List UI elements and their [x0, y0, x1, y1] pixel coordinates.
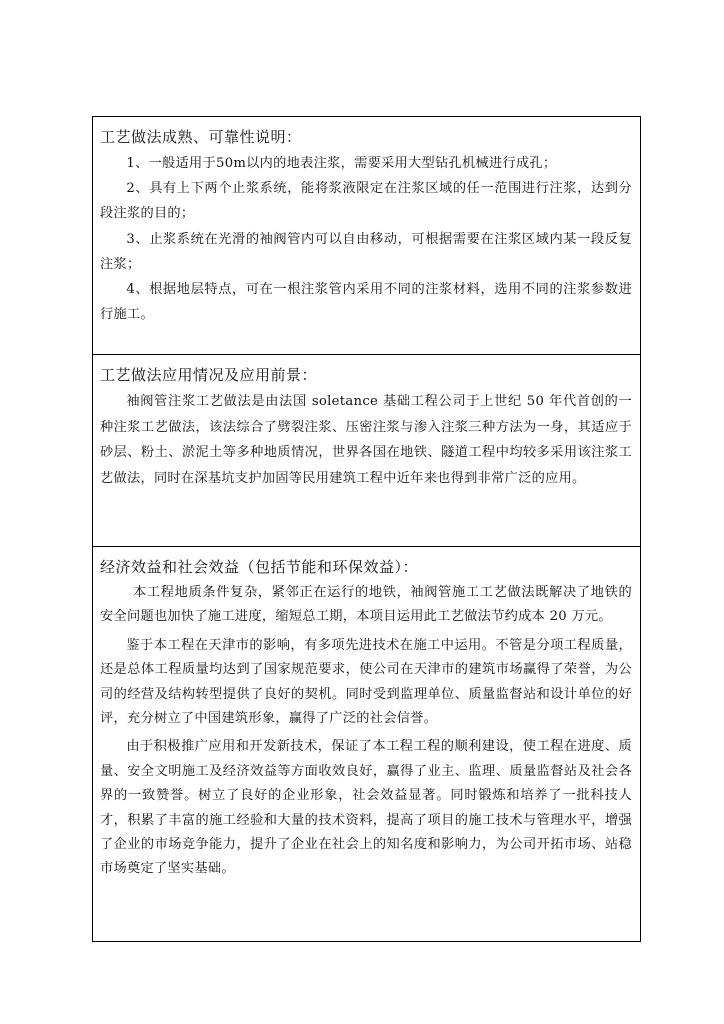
section-title: 经济效益和社会效益（包括节能和环保效益）：	[100, 558, 419, 576]
paragraph: 3、止浆系统在光滑的袖阀管内可以自由移动，可根据需要在注浆区域内某一段反复注浆；	[100, 231, 632, 272]
paragraph: 2、具有上下两个止浆系统，能将浆液限定在注浆区域的任一范围进行注浆，达到分段注浆的目的；	[100, 181, 632, 222]
paragraph: 袖阀管注浆工艺做法是由法国 soletance 基础工程公司于上世纪 50 年代首创的一种注浆工艺做法，该法综合了劈裂注浆、压密注浆与渗入注浆三种方法为一身，其适应于砂层、粉土、淤泥土等多种地质情况，世界各国在地铁、隧道工程中均较多采用该注浆工艺做法，同时在深基坑支护加固等民用建筑工程中近年来也得到非常广泛的应用。	[100, 394, 632, 486]
section-title: 工艺做法成熟、可靠性说明：	[100, 128, 302, 146]
paragraph: 本工程地质条件复杂，紧邻正在运行的地铁，袖阀管施工工艺做法既解决了地铁的安全问题也加快了施工进度，缩短总工期，本项目运用此工艺做法节约成本 20 万元。	[100, 585, 632, 625]
paragraph: 鉴于本工程在天津市的影响，有多项先进技术在施工中运用。不管是分项工程质量，还是总体工程质量均达到了国家规范要求，使公司在天津市的建筑市场赢得了荣誉，为公司的经营及结构转型提供了良好的契机。同时受到监理单位、质量监督站和设计单位的好评，充分树立了中国建筑形象，赢得了广泛的社会信誉。	[100, 637, 632, 727]
paragraph: 由于积极推广应用和开发新技术，保证了本工程工程的顺利建设，使工程在进度、质量、安全文明施工及经济效益等方面收效良好，赢得了业主、监理、质量监督站及社会各界的一致赞誉。树立了良好的企业形象，社会效益显著。同时锻炼和培养了一批科技人才，积累了丰富的施工经验和大量的技术资料，提高了项目的施工技术与管理水平，增强了企业的市场竞争能力，提升了企业在社会上的知名度和影响力，为公司开拓市场、站稳市场奠定了坚实基础。	[100, 739, 632, 877]
document-table	[92, 116, 641, 942]
paragraph: 1、一般适用于50m以内的地表注浆，需要采用大型钻孔机械进行成孔；	[126, 156, 557, 171]
section-application-prospect	[93, 354, 640, 546]
section-title: 工艺做法应用情况及应用前景：	[100, 366, 318, 384]
section-economic-social-benefits	[93, 546, 640, 941]
section-maturity-reliability	[93, 117, 640, 354]
paragraph: 4、根据地层特点，可在一根注浆管内采用不同的注浆材料，选用不同的注浆参数进行施工。	[100, 282, 632, 323]
